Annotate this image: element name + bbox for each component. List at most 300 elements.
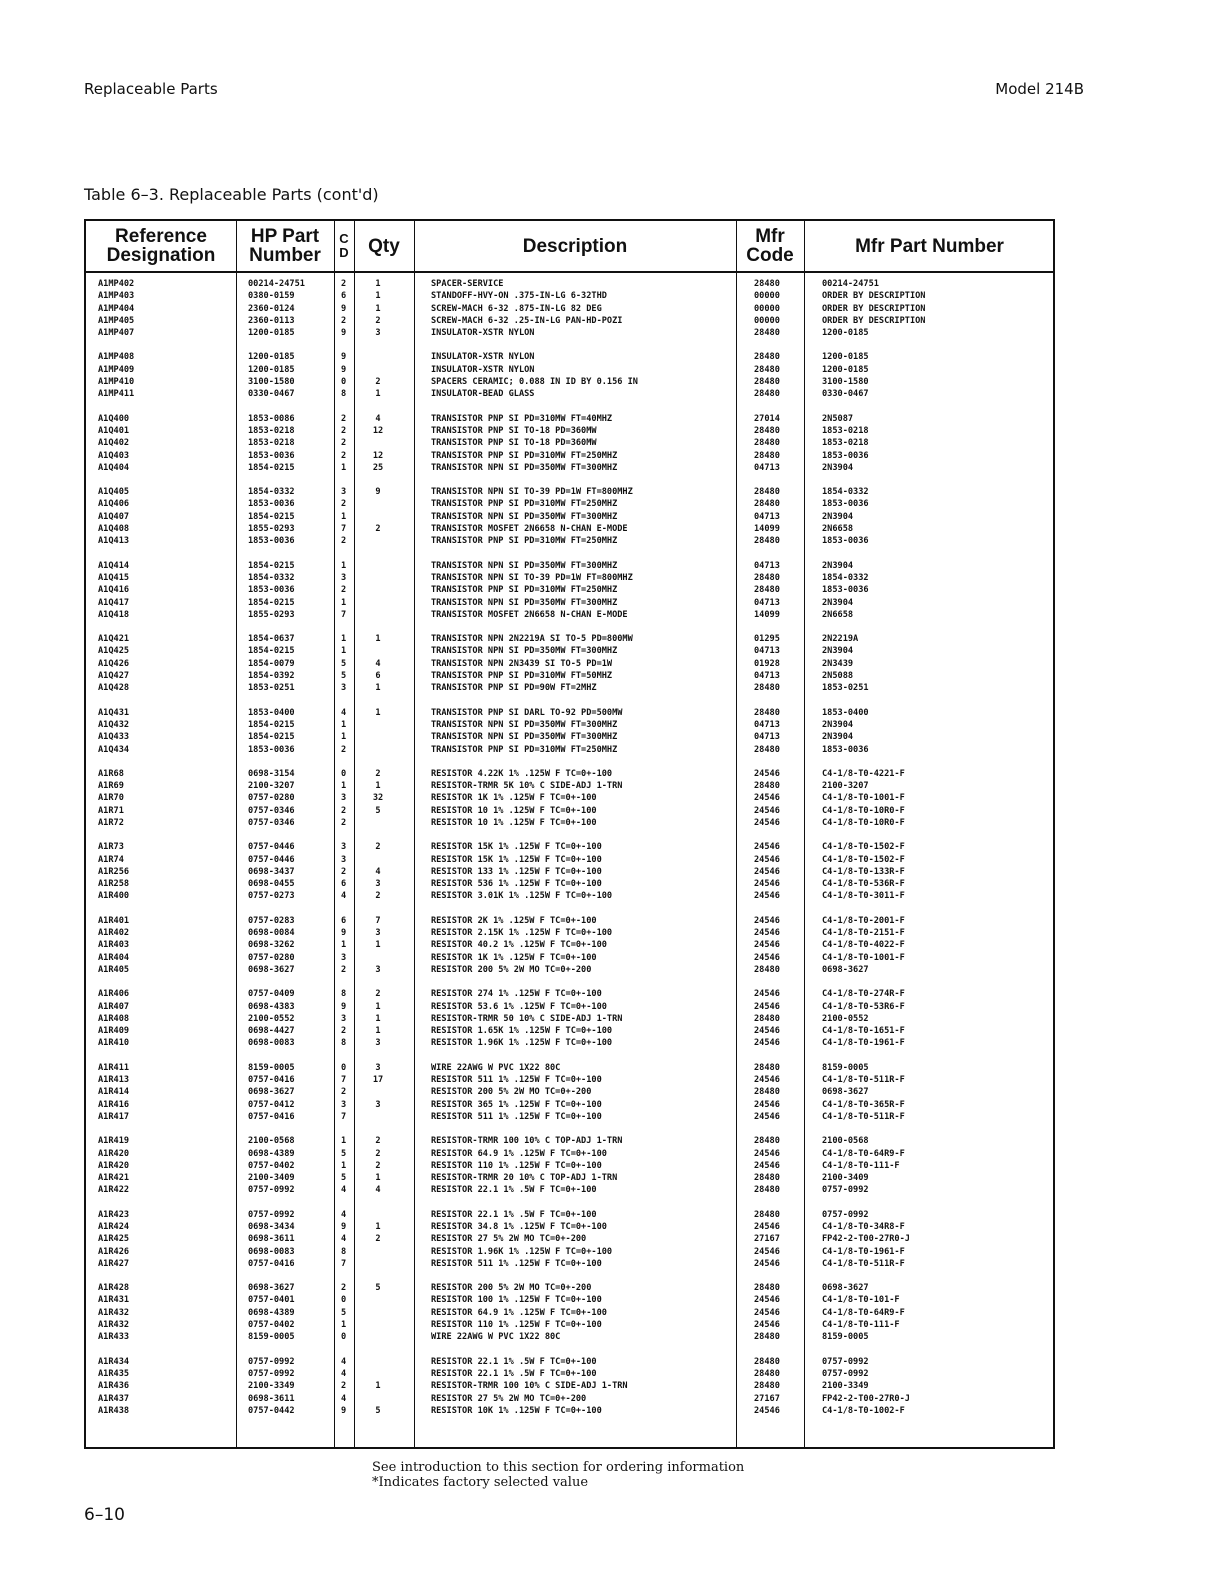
reference-designation: A1R404 [98, 952, 130, 963]
mfr-code: 24546 [754, 1111, 780, 1122]
cd-digit: 5 [341, 671, 347, 682]
table-row [86, 841, 1053, 853]
cd-digit: 9 [341, 328, 347, 339]
footnote [372, 1460, 744, 1490]
mfr-code: 24546 [754, 915, 780, 926]
reference-designation: A1R256 [98, 866, 130, 877]
reference-designation: A1Q428 [98, 683, 130, 694]
quantity: 1 [375, 1001, 381, 1012]
reference-designation: A1Q401 [98, 425, 130, 436]
table-row [86, 1221, 1053, 1233]
mfr-code: 24546 [754, 1099, 780, 1110]
footnote-line: See introduction to this section for ordering information [372, 1460, 745, 1475]
table-row [86, 376, 1053, 388]
mfr-code: 00000 [754, 315, 780, 326]
page-number: 6–10 [84, 1505, 125, 1525]
table-row [86, 731, 1053, 743]
quantity: 2 [375, 891, 381, 902]
reference-designation: A1R438 [98, 1405, 130, 1416]
table-row [86, 1294, 1053, 1306]
cd-digit: 2 [341, 744, 347, 755]
table-row [86, 1062, 1053, 1074]
mfr-code: 28480 [754, 487, 780, 498]
table-row [86, 597, 1053, 609]
mfr-part-number: 2100-3409 [822, 1173, 869, 1184]
reference-designation: A1R420 [98, 1160, 130, 1171]
cd-digit: 1 [341, 1320, 347, 1331]
reference-designation: A1R419 [98, 1136, 130, 1147]
mfr-part-number: 3100-1580 [822, 377, 869, 388]
row-group [86, 841, 1053, 902]
quantity: 2 [375, 989, 381, 1000]
mfr-part-number: ORDER BY DESCRIPTION [822, 303, 926, 314]
description: TRANSISTOR NPN SI PD=350MW FT=300MHZ [431, 462, 618, 473]
mfr-part-number: 1200-0185 [822, 352, 869, 363]
cd-digit: 4 [341, 891, 347, 902]
description: TRANSISTOR PNP SI PD=90W FT=2MHZ [431, 683, 597, 694]
row-group [86, 768, 1053, 829]
col-header-hp-part: HP Part Number [249, 226, 321, 266]
hp-part-number: 0757-0416 [248, 1075, 295, 1086]
reference-designation: A1R426 [98, 1246, 130, 1257]
cd-digit: 2 [341, 1381, 347, 1392]
cd-digit: 2 [341, 805, 347, 816]
mfr-part-number: C4-1/8-T0-133R-F [822, 866, 905, 877]
quantity: 9 [375, 487, 381, 498]
cd-digit: 3 [341, 854, 347, 865]
mfr-part-number: C4-1/8-T0-511R-F [822, 1075, 905, 1086]
hp-part-number: 2100-0568 [248, 1136, 295, 1147]
mfr-code: 24546 [754, 866, 780, 877]
description: RESISTOR 110 1% .125W F TC=0+-100 [431, 1320, 602, 1331]
quantity: 1 [375, 1222, 381, 1232]
quantity: 2 [375, 1148, 381, 1159]
description: STANDOFF-HVY-ON .375-IN-LG 6-32THD [431, 291, 607, 302]
table-row [86, 560, 1053, 572]
quantity: 3 [375, 1099, 381, 1110]
description: RESISTOR 365 1% .125W F TC=0+-100 [431, 1099, 602, 1110]
reference-designation: A1R72 [98, 817, 124, 828]
table-row [86, 878, 1053, 890]
mfr-part-number: 2N3904 [822, 597, 854, 608]
mfr-part-number: C4-1/8-T0-536R-F [822, 879, 905, 890]
mfr-code: 24546 [754, 879, 780, 890]
hp-part-number: 1853-0036 [248, 499, 295, 510]
table-row [86, 1282, 1053, 1294]
mfr-code: 27014 [754, 413, 780, 424]
reference-designation: A1R402 [98, 928, 130, 939]
quantity: 3 [375, 928, 381, 939]
reference-designation: A1Q431 [98, 707, 130, 718]
mfr-part-number: 1853-0400 [822, 707, 869, 718]
mfr-code: 24546 [754, 1246, 780, 1257]
reference-designation: A1Q413 [98, 536, 130, 547]
hp-part-number: 8159-0005 [248, 1332, 295, 1343]
mfr-code: 24546 [754, 1038, 780, 1049]
reference-designation: A1Q415 [98, 572, 130, 583]
mfr-part-number: 1853-0036 [822, 744, 869, 755]
table-row [86, 1319, 1053, 1331]
reference-designation: A1Q421 [98, 634, 130, 645]
cd-digit: 9 [341, 1001, 347, 1012]
mfr-part-number: 1853-0036 [822, 499, 869, 510]
description: TRANSISTOR NPN SI PD=350MW FT=300MHZ [431, 646, 618, 657]
cd-digit: 3 [341, 572, 347, 583]
quantity: 3 [375, 964, 381, 975]
reference-designation: A1R411 [98, 1062, 130, 1073]
mfr-code: 24546 [754, 854, 780, 865]
description: TRANSISTOR PNP SI PD=310MW FT=250MHZ [431, 536, 618, 547]
running-header-right: Model 214B [995, 80, 1084, 98]
cd-digit: 1 [341, 781, 347, 792]
mfr-code: 28480 [754, 364, 780, 375]
hp-part-number: 2360-0124 [248, 303, 295, 314]
mfr-code: 24546 [754, 1160, 780, 1171]
mfr-part-number: ORDER BY DESCRIPTION [822, 291, 926, 302]
quantity: 3 [375, 328, 381, 339]
reference-designation: A1R422 [98, 1185, 130, 1196]
mfr-part-number: 0330-0467 [822, 389, 869, 400]
hp-part-number: 0380-0159 [248, 291, 295, 302]
mfr-code: 28480 [754, 352, 780, 363]
quantity: 1 [375, 291, 381, 302]
reference-designation: A1Q405 [98, 487, 130, 498]
description: TRANSISTOR NPN 2N3439 SI TO-5 PD=1W [431, 658, 613, 669]
cd-digit: 3 [341, 793, 347, 804]
row-group [86, 351, 1053, 400]
mfr-part-number: 0698-3627 [822, 964, 869, 975]
mfr-code: 04713 [754, 560, 780, 571]
table-row [86, 1037, 1053, 1049]
hp-part-number: 0698-4383 [248, 1001, 295, 1012]
description: RESISTOR 22.1 1% .5W F TC=0+-100 [431, 1356, 597, 1367]
mfr-part-number: C4-1/8-T0-111-F [822, 1160, 900, 1171]
mfr-part-number: 1854-0332 [822, 572, 869, 583]
quantity: 25 [372, 462, 384, 473]
description: WIRE 22AWG W PVC 1X22 80C [431, 1332, 561, 1343]
description: SPACER-SERVICE [431, 279, 504, 289]
mfr-part-number: 2N3439 [822, 658, 854, 669]
cd-digit: 2 [341, 450, 347, 461]
hp-part-number: 0698-3627 [248, 964, 295, 975]
table-row [86, 1405, 1053, 1417]
cd-digit: 0 [341, 1332, 347, 1343]
cd-digit: 6 [341, 915, 347, 926]
hp-part-number: 2100-3207 [248, 781, 295, 792]
table-row [86, 1160, 1053, 1172]
reference-designation: A1Q414 [98, 560, 130, 571]
table-row [86, 927, 1053, 939]
row-group [86, 1282, 1053, 1343]
hp-part-number: 0757-0402 [248, 1320, 295, 1331]
mfr-code: 28480 [754, 585, 780, 596]
col-header-description: Description [522, 235, 628, 257]
mfr-part-number: C4-1/8-T0-1961-F [822, 1038, 905, 1049]
mfr-part-number: 2N3904 [822, 560, 854, 571]
cd-digit: 1 [341, 1136, 347, 1147]
table-row [86, 1184, 1053, 1196]
mfr-code: 24546 [754, 1405, 780, 1416]
hp-part-number: 0757-0402 [248, 1160, 295, 1171]
row-group [86, 1135, 1053, 1196]
quantity: 3 [375, 1062, 381, 1073]
quantity: 2 [375, 524, 381, 535]
hp-part-number: 1854-0215 [248, 511, 295, 522]
mfr-code: 28480 [754, 389, 780, 400]
cd-digit: 4 [341, 1185, 347, 1196]
description: RESISTOR-TRMR 20 10% C TOP-ADJ 1-TRN [431, 1173, 618, 1184]
row-group [86, 413, 1053, 474]
quantity: 2 [375, 1234, 381, 1245]
reference-designation: A1R74 [98, 854, 124, 865]
hp-part-number: 1854-0637 [248, 634, 295, 645]
quantity: 4 [375, 1185, 381, 1196]
cd-digit: 4 [341, 1234, 347, 1245]
mfr-code: 28480 [754, 707, 780, 718]
reference-designation: A1Q402 [98, 438, 130, 449]
quantity: 32 [372, 793, 384, 804]
mfr-part-number: 2N5087 [822, 413, 854, 424]
hp-part-number: 0757-0280 [248, 793, 295, 804]
reference-designation: A1R417 [98, 1111, 130, 1122]
cd-digit: 0 [341, 768, 347, 779]
mfr-part-number: C4-1/8-T0-10R0-F [822, 805, 905, 816]
mfr-code: 24546 [754, 1075, 780, 1086]
mfr-part-number: 2N6658 [822, 524, 854, 535]
hp-part-number: 0757-0283 [248, 915, 295, 926]
description: TRANSISTOR NPN SI PD=350MW FT=300MHZ [431, 560, 618, 571]
reference-designation: A1MP410 [98, 377, 135, 388]
mfr-code: 24546 [754, 952, 780, 963]
table-row [86, 413, 1053, 425]
cd-digit: 2 [341, 425, 347, 436]
hp-part-number: 0698-0455 [248, 879, 295, 890]
reference-designation: A1R434 [98, 1356, 130, 1367]
reference-designation: A1MP411 [98, 389, 135, 400]
table-row [86, 1135, 1053, 1147]
mfr-code: 28480 [754, 279, 780, 289]
mfr-code: 28480 [754, 1209, 780, 1220]
description: RESISTOR 2.15K 1% .125W F TC=0+-100 [431, 928, 613, 939]
reference-designation: A1Q434 [98, 744, 130, 755]
col-header-qty: Qty [368, 235, 400, 257]
description: RESISTOR 274 1% .125W F TC=0+-100 [431, 989, 602, 1000]
mfr-part-number: 1853-0036 [822, 450, 869, 461]
table-row [86, 1001, 1053, 1013]
hp-part-number: 0757-0992 [248, 1356, 295, 1367]
hp-part-number: 0757-0992 [248, 1368, 295, 1379]
cd-digit: 5 [341, 1148, 347, 1159]
mfr-code: 24546 [754, 1222, 780, 1232]
row-group [86, 988, 1053, 1049]
table-row [86, 584, 1053, 596]
hp-part-number: 0698-4427 [248, 1026, 295, 1037]
mfr-part-number: 1853-0218 [822, 438, 869, 449]
mfr-part-number: 2100-3207 [822, 781, 869, 792]
reference-designation: A1R409 [98, 1026, 130, 1037]
hp-part-number: 0757-0416 [248, 1258, 295, 1269]
hp-part-number: 0757-0992 [248, 1209, 295, 1220]
reference-designation: A1Q400 [98, 413, 130, 424]
mfr-code: 28480 [754, 572, 780, 583]
quantity: 2 [375, 842, 381, 853]
cd-digit: 3 [341, 683, 347, 694]
hp-part-number: 1854-0215 [248, 597, 295, 608]
description: SCREW-MACH 6-32 .875-IN-LG 82 DEG [431, 303, 602, 314]
table-row [86, 609, 1053, 621]
cd-digit: 2 [341, 585, 347, 596]
table-row [86, 1099, 1053, 1111]
cd-digit: 2 [341, 1087, 347, 1098]
reference-designation: A1R73 [98, 842, 124, 853]
hp-part-number: 0698-3437 [248, 866, 295, 877]
hp-part-number: 1855-0293 [248, 609, 295, 620]
cd-digit: 3 [341, 842, 347, 853]
row-group [86, 1356, 1053, 1417]
hp-part-number: 1200-0185 [248, 328, 295, 339]
mfr-part-number: FP42-2-T00-27R0-J [822, 1234, 910, 1245]
description: RESISTOR 27 5% 2W MO TC=0+-200 [431, 1393, 587, 1404]
mfr-code: 04713 [754, 462, 780, 473]
mfr-code: 24546 [754, 768, 780, 779]
table-row [86, 1331, 1053, 1343]
mfr-part-number: C4-1/8-T0-2151-F [822, 928, 905, 939]
cd-digit: 3 [341, 1013, 347, 1024]
description: RESISTOR 10 1% .125W F TC=0+-100 [431, 817, 597, 828]
mfr-part-number: 1853-0036 [822, 536, 869, 547]
reference-designation: A1R70 [98, 793, 124, 804]
hp-part-number: 1853-0036 [248, 536, 295, 547]
mfr-code: 04713 [754, 646, 780, 657]
mfr-part-number: 1200-0185 [822, 364, 869, 375]
table-row [86, 707, 1053, 719]
quantity: 17 [372, 1075, 384, 1086]
cd-digit: 2 [341, 413, 347, 424]
hp-part-number: 2100-3409 [248, 1173, 295, 1184]
hp-part-number: 0757-0401 [248, 1295, 295, 1306]
table-row [86, 768, 1053, 780]
cd-digit: 1 [341, 462, 347, 473]
hp-part-number: 1853-0036 [248, 744, 295, 755]
table-row [86, 425, 1053, 437]
reference-designation: A1R420 [98, 1148, 130, 1159]
hp-part-number: 1853-0086 [248, 413, 295, 424]
mfr-code: 04713 [754, 671, 780, 682]
quantity: 4 [375, 658, 381, 669]
reference-designation: A1R425 [98, 1234, 130, 1245]
hp-part-number: 1853-0218 [248, 425, 295, 436]
row-group [86, 633, 1053, 694]
hp-part-number: 2360-0113 [248, 315, 295, 326]
table-row [86, 645, 1053, 657]
table-caption: Table 6–3. Replaceable Parts (cont'd) [84, 185, 379, 204]
description: RESISTOR-TRMR 100 10% C TOP-ADJ 1-TRN [431, 1136, 623, 1147]
description: RESISTOR-TRMR 100 10% C SIDE-ADJ 1-TRN [431, 1381, 628, 1392]
cd-digit: 0 [341, 1295, 347, 1306]
reference-designation: A1MP408 [98, 352, 135, 363]
mfr-part-number: C4-1/8-T0-1961-F [822, 1246, 905, 1257]
description: RESISTOR 200 5% 2W MO TC=0+-200 [431, 964, 592, 975]
hp-part-number: 3100-1580 [248, 377, 295, 388]
hp-part-number: 2100-0552 [248, 1013, 295, 1024]
mfr-part-number: C4-1/8-T0-34R8-F [822, 1222, 905, 1232]
reference-designation: A1R403 [98, 940, 130, 951]
col-header-mfr-part: Mfr Part Number [855, 235, 1004, 257]
description: RESISTOR 64.9 1% .125W F TC=0+-100 [431, 1148, 607, 1159]
cd-digit: 4 [341, 1356, 347, 1367]
quantity: 1 [375, 707, 381, 718]
mfr-part-number: C4-1/8-T0-4221-F [822, 768, 905, 779]
hp-part-number: 0698-3434 [248, 1222, 295, 1232]
quantity: 12 [372, 450, 384, 461]
hp-part-number: 0757-0412 [248, 1099, 295, 1110]
cd-digit: 2 [341, 279, 347, 289]
cd-digit: 8 [341, 1038, 347, 1049]
table-row [86, 437, 1053, 449]
description: RESISTOR 34.8 1% .125W F TC=0+-100 [431, 1222, 607, 1232]
table-row [86, 792, 1053, 804]
table-row [86, 388, 1053, 400]
reference-designation: A1R400 [98, 891, 130, 902]
description: SPACERS CERAMIC; 0.088 IN ID BY 0.156 IN [431, 377, 638, 388]
hp-part-number: 1854-0332 [248, 572, 295, 583]
col-header-mfr-code: Mfr Code [746, 226, 794, 266]
hp-part-number: 0757-0409 [248, 989, 295, 1000]
description: RESISTOR 1K 1% .125W F TC=0+-100 [431, 793, 597, 804]
table-row [86, 952, 1053, 964]
cd-digit: 1 [341, 560, 347, 571]
description: RESISTOR 2K 1% .125W F TC=0+-100 [431, 915, 597, 926]
cd-digit: 5 [341, 658, 347, 669]
reference-designation: A1Q404 [98, 462, 130, 473]
reference-designation: A1R407 [98, 1001, 130, 1012]
mfr-part-number: C4-1/8-T0-101-F [822, 1295, 900, 1306]
hp-part-number: 0757-0442 [248, 1405, 295, 1416]
mfr-code: 24546 [754, 1148, 780, 1159]
mfr-code: 28480 [754, 1136, 780, 1147]
description: TRANSISTOR NPN 2N2219A SI TO-5 PD=800MW [431, 634, 633, 645]
quantity: 6 [375, 671, 381, 682]
mfr-code: 28480 [754, 1356, 780, 1367]
hp-part-number: 1854-0392 [248, 671, 295, 682]
quantity: 5 [375, 1283, 381, 1294]
quantity: 2 [375, 377, 381, 388]
description: TRANSISTOR PNP SI PD=310MW FT=250MHZ [431, 744, 618, 755]
table-row [86, 780, 1053, 792]
mfr-code: 24546 [754, 1307, 780, 1318]
mfr-code: 04713 [754, 597, 780, 608]
mfr-part-number: C4-1/8-T0-511R-F [822, 1111, 905, 1122]
description: RESISTOR 100 1% .125W F TC=0+-100 [431, 1295, 602, 1306]
mfr-part-number: 1853-0251 [822, 683, 869, 694]
mfr-part-number: 1853-0036 [822, 585, 869, 596]
mfr-code: 24546 [754, 842, 780, 853]
quantity: 2 [375, 315, 381, 326]
table-row [86, 535, 1053, 547]
mfr-part-number: 8159-0005 [822, 1062, 869, 1073]
hp-part-number: 1854-0215 [248, 719, 295, 730]
hp-part-number: 0330-0467 [248, 389, 295, 400]
description: RESISTOR 10K 1% .125W F TC=0+-100 [431, 1405, 602, 1416]
reference-designation: A1R424 [98, 1222, 130, 1232]
mfr-code: 28480 [754, 1381, 780, 1392]
table-row [86, 866, 1053, 878]
table-row [86, 670, 1053, 682]
hp-part-number: 0757-0346 [248, 817, 295, 828]
mfr-part-number: 2100-0568 [822, 1136, 869, 1147]
hp-part-number: 0698-4389 [248, 1148, 295, 1159]
quantity: 1 [375, 940, 381, 951]
